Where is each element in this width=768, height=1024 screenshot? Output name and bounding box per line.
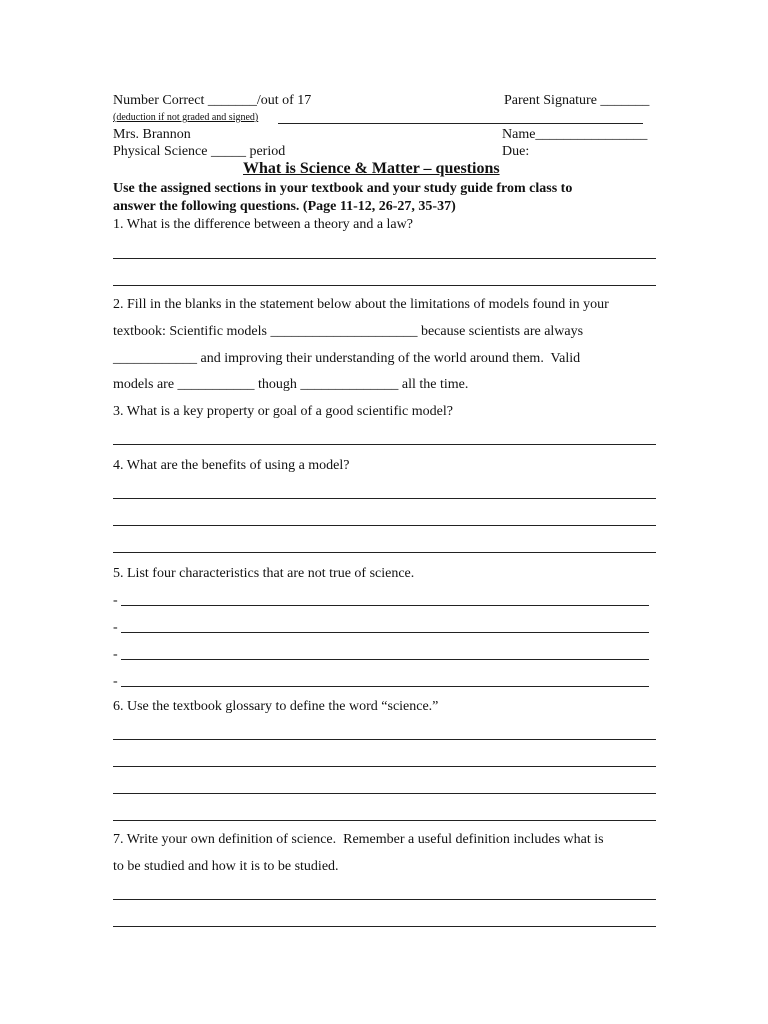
answer-line [113, 820, 656, 821]
number-correct-label: Number Correct _______/out of 17 [113, 93, 312, 108]
instructions-line-1: Use the assigned sections in your textbook and your study guide from class to [113, 181, 573, 196]
list-bullet: - [113, 620, 118, 635]
list-answer-line [121, 659, 649, 660]
question-3: 3. What is a key property or goal of a good scientific model? [113, 404, 453, 419]
answer-line [113, 444, 656, 445]
question-2-line-3: ____________ and improving their understanding of the world around them. Valid [113, 351, 581, 366]
list-bullet: - [113, 593, 118, 608]
question-5: 5. List four characteristics that are not true of science. [113, 566, 415, 581]
answer-line [113, 926, 656, 927]
student-name-field: Name________________ [502, 127, 648, 142]
answer-line [113, 498, 656, 499]
answer-line [113, 258, 656, 259]
question-7-line-1: 7. Write your own definition of science. Remember a useful definition includes what is [113, 832, 604, 847]
answer-line [113, 766, 656, 767]
question-1: 1. What is the difference between a theory and a law? [113, 217, 413, 232]
instructions-line-2: answer the following questions. (Page 11-12, 26-27, 35-37) [113, 199, 456, 214]
question-2-line-4: models are ___________ though ______________ all the time. [113, 377, 469, 392]
list-answer-line [121, 605, 649, 606]
list-answer-line [121, 686, 649, 687]
question-7-line-2: to be studied and how it is to be studied. [113, 859, 339, 874]
page-title: What is Science & Matter – questions [243, 160, 500, 177]
answer-line [113, 525, 656, 526]
question-2-line-2: textbook: Scientific models _____________________ because scientists are always [113, 324, 584, 339]
list-bullet: - [113, 647, 118, 662]
answer-line [113, 552, 656, 553]
answer-line [113, 739, 656, 740]
question-4: 4. What are the benefits of using a model? [113, 458, 350, 473]
question-6: 6. Use the textbook glossary to define the word “science.” [113, 699, 439, 714]
list-answer-line [121, 632, 649, 633]
question-2-line-1: 2. Fill in the blanks in the statement below about the limitations of models found in your [113, 297, 609, 312]
signature-line [278, 123, 643, 124]
parent-signature-label: Parent Signature _______ [504, 93, 650, 108]
due-label: Due: [502, 144, 530, 159]
teacher-name: Mrs. Brannon [113, 127, 191, 142]
deduction-note: (deduction if not graded and signed) [113, 112, 259, 123]
answer-line [113, 899, 656, 900]
list-bullet: - [113, 674, 118, 689]
answer-line [113, 285, 656, 286]
course-period-label: Physical Science _____ period [113, 144, 286, 159]
answer-line [113, 793, 656, 794]
